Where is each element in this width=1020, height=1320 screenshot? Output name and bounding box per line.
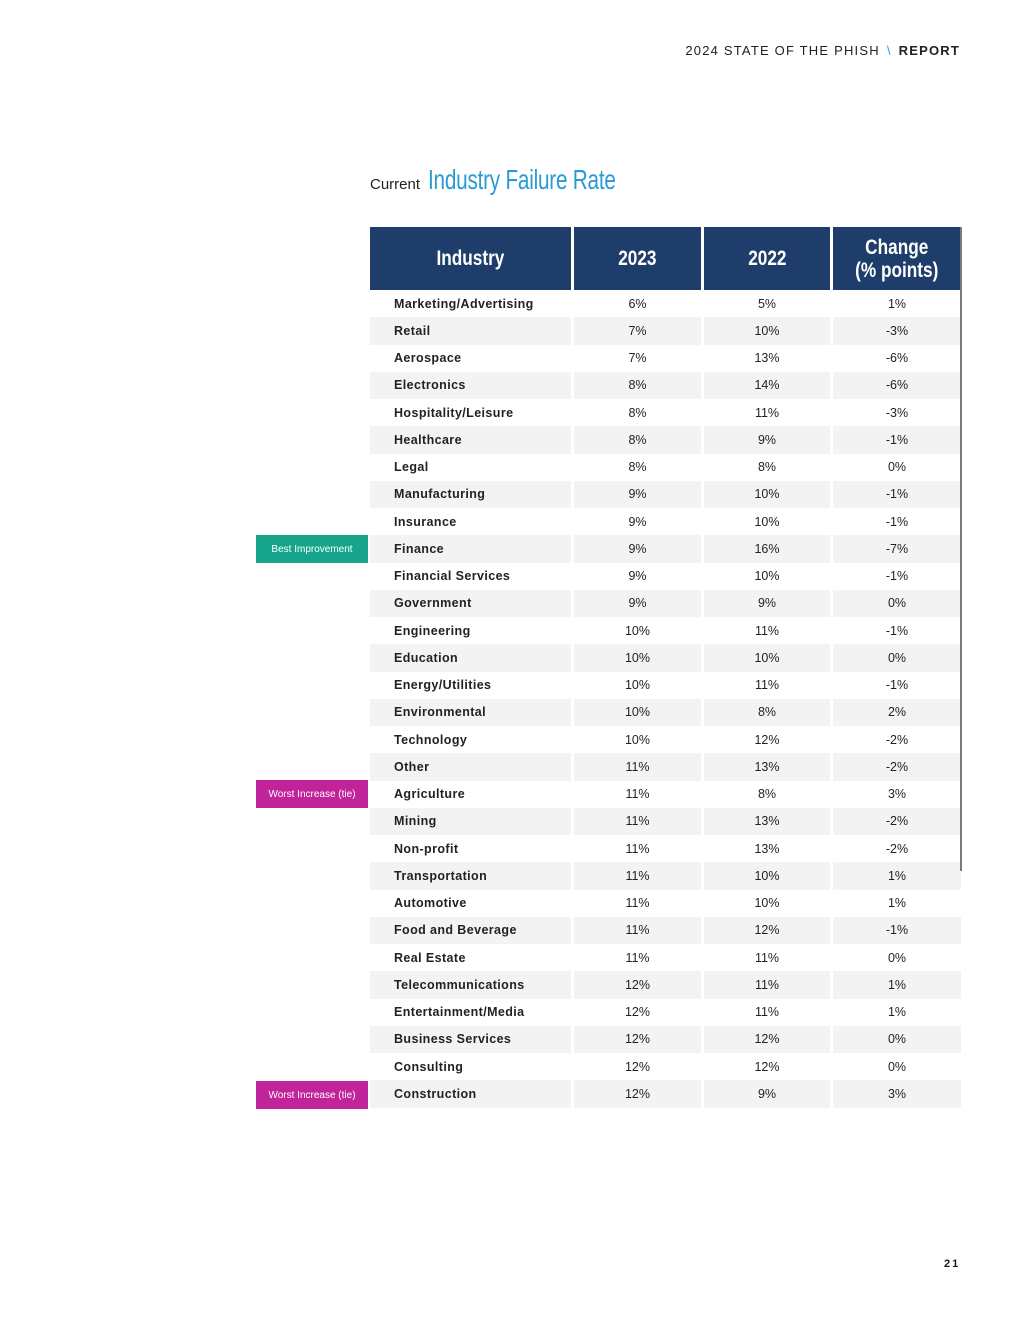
rate-2023-cell: 11%: [625, 841, 650, 856]
industry-cell: Retail: [370, 317, 571, 344]
table-divider: [960, 227, 962, 871]
column-header-2022: 2022: [704, 227, 830, 290]
rate-2022-cell: 9%: [704, 590, 830, 617]
industry-cell: Education: [370, 644, 571, 671]
industry-cell: Insurance: [394, 514, 457, 529]
table-row: [370, 426, 961, 453]
industry-cell: Food and Beverage: [370, 917, 571, 944]
industry-cell: Telecommunications: [370, 971, 571, 998]
table-row: [370, 971, 961, 998]
best-improvement-tag: Best Improvement: [256, 535, 368, 563]
table-row: [370, 753, 961, 780]
rate-2023-cell: 7%: [628, 351, 647, 366]
change-cell: 0%: [833, 590, 961, 617]
industry-cell: Electronics: [370, 372, 571, 399]
change-cell: 0%: [833, 644, 961, 671]
change-cell: 1%: [833, 862, 961, 889]
rate-2023-cell: 8%: [628, 405, 647, 420]
title-prefix: Current: [370, 176, 421, 193]
header-separator: \: [886, 43, 892, 58]
change-cell: -1%: [885, 514, 909, 529]
change-cell: -1%: [833, 481, 961, 508]
table-row: [370, 699, 961, 726]
table-row: [370, 862, 961, 889]
table-row: [370, 481, 961, 508]
industry-cell: Non-profit: [394, 841, 459, 856]
change-cell: -1%: [885, 623, 909, 638]
rate-2022-cell: 13%: [754, 351, 780, 366]
table-row: [370, 535, 961, 562]
rate-2022-cell: 8%: [757, 460, 777, 475]
column-header-2023: 2023: [574, 227, 701, 290]
table-row: [370, 835, 961, 862]
table-row: [370, 917, 961, 944]
table-row: [370, 317, 961, 344]
worst-increase-tag: Worst Increase (tie): [256, 780, 368, 808]
table-row: [370, 781, 961, 808]
industry-cell: Healthcare: [370, 426, 571, 453]
table-row: [370, 1026, 961, 1053]
rate-2022-cell: 11%: [754, 678, 780, 693]
rate-2022-cell: 12%: [704, 917, 830, 944]
table-row: [370, 808, 961, 835]
table-row: [370, 672, 961, 699]
change-cell: -1%: [885, 678, 909, 693]
rate-2022-cell: 10%: [754, 896, 780, 911]
table-row: [370, 399, 961, 426]
change-cell: -6%: [885, 351, 909, 366]
change-cell: -6%: [833, 372, 961, 399]
industry-cell: Transportation: [370, 862, 571, 889]
rate-2023-cell: 10%: [624, 623, 651, 638]
industry-cell: Environmental: [370, 699, 571, 726]
change-cell: -2%: [885, 732, 909, 747]
change-cell: 3%: [833, 1080, 961, 1107]
rate-2022-cell: 13%: [704, 753, 830, 780]
rate-2022-cell: 8%: [704, 699, 830, 726]
table-row: [370, 644, 961, 671]
change-cell: -1%: [885, 569, 909, 584]
rate-2023-cell: 10%: [574, 699, 701, 726]
rate-2022-cell: 11%: [754, 950, 780, 965]
industry-cell: Financial Services: [394, 569, 511, 584]
change-cell: -2%: [833, 808, 961, 835]
table-title: [370, 164, 682, 196]
change-cell: -2%: [833, 753, 961, 780]
change-cell: 0%: [887, 950, 907, 965]
change-cell: 0%: [887, 460, 907, 475]
change-cell: -1%: [833, 426, 961, 453]
industry-cell: Mining: [370, 808, 571, 835]
table-row: [370, 944, 961, 971]
page-number: 21: [944, 1258, 961, 1270]
industry-cell: Engineering: [394, 623, 471, 638]
industry-cell: Technology: [394, 732, 468, 747]
rate-2022-cell: 16%: [704, 535, 830, 562]
change-cell: 1%: [887, 1005, 907, 1020]
change-cell: -7%: [833, 535, 961, 562]
industry-cell: Marketing/Advertising: [394, 296, 534, 311]
rate-2023-cell: 9%: [628, 569, 647, 584]
rate-2022-cell: 13%: [754, 841, 780, 856]
change-cell: 1%: [833, 971, 961, 998]
industry-cell: Hospitality/Leisure: [394, 405, 514, 420]
industry-cell: Entertainment/Media: [394, 1005, 525, 1020]
change-cell: -3%: [885, 405, 909, 420]
rate-2023-cell: 8%: [574, 372, 701, 399]
table-row: [370, 890, 961, 917]
industry-cell: Agriculture: [394, 787, 466, 802]
rate-2023-cell: 11%: [625, 950, 650, 965]
rate-2022-cell: 14%: [704, 372, 830, 399]
change-cell: 1%: [887, 296, 907, 311]
rate-2023-cell: 12%: [574, 1026, 701, 1053]
industry-cell: Business Services: [370, 1026, 571, 1053]
rate-2023-cell: 6%: [628, 296, 647, 311]
rate-2022-cell: 5%: [757, 296, 777, 311]
table-row: [370, 290, 961, 317]
industry-cell: Aerospace: [394, 351, 462, 366]
rate-2022-cell: 12%: [754, 1059, 780, 1074]
rate-2023-cell: 12%: [574, 971, 701, 998]
report-header: [685, 43, 960, 58]
table-body: [370, 290, 961, 1108]
table-row: [370, 563, 961, 590]
table-row: [370, 454, 961, 481]
rate-2022-cell: 10%: [704, 644, 830, 671]
rate-2022-cell: 11%: [754, 405, 780, 420]
rate-2022-cell: 10%: [754, 514, 780, 529]
table-row: [370, 508, 961, 535]
rate-2022-cell: 10%: [704, 317, 830, 344]
industry-cell: Construction: [370, 1080, 571, 1107]
rate-2023-cell: 11%: [574, 753, 701, 780]
change-cell: 0%: [833, 1026, 961, 1053]
industry-cell: Automotive: [394, 896, 467, 911]
rate-2022-cell: 9%: [704, 426, 830, 453]
table-row: [370, 372, 961, 399]
industry-cell: Other: [370, 753, 571, 780]
rate-2023-cell: 11%: [574, 808, 701, 835]
rate-2022-cell: 12%: [704, 1026, 830, 1053]
change-cell: 1%: [887, 896, 907, 911]
rate-2023-cell: 9%: [574, 481, 701, 508]
rate-2023-cell: 8%: [628, 460, 647, 475]
rate-2022-cell: 11%: [754, 1005, 780, 1020]
rate-2022-cell: 13%: [704, 808, 830, 835]
rate-2023-cell: 10%: [624, 678, 651, 693]
rate-2023-cell: 9%: [574, 590, 701, 617]
rate-2023-cell: 7%: [574, 317, 701, 344]
report-label: REPORT: [898, 43, 960, 58]
rate-2022-cell: 10%: [754, 569, 780, 584]
rate-2023-cell: 9%: [574, 535, 701, 562]
table-row: [370, 1080, 961, 1107]
industry-cell: Energy/Utilities: [394, 678, 492, 693]
table-row: [370, 1053, 961, 1080]
industry-cell: Real Estate: [394, 950, 466, 965]
rate-2022-cell: 11%: [704, 971, 830, 998]
change-cell: -3%: [833, 317, 961, 344]
table-row: [370, 590, 961, 617]
change-cell: -2%: [885, 841, 909, 856]
rate-2022-cell: 10%: [704, 862, 830, 889]
rate-2023-cell: 10%: [624, 732, 651, 747]
rate-2022-cell: 8%: [757, 787, 777, 802]
industry-cell: Legal: [394, 460, 429, 475]
rate-2023-cell: 11%: [574, 917, 701, 944]
table-row: [370, 345, 961, 372]
rate-2023-cell: 9%: [628, 514, 647, 529]
column-header-change: Change (% points): [833, 227, 961, 290]
rate-2022-cell: 9%: [704, 1080, 830, 1107]
worst-increase-tag: Worst Increase (tie): [256, 1081, 368, 1109]
rate-2023-cell: 11%: [625, 896, 650, 911]
change-cell: -1%: [833, 917, 961, 944]
change-cell: 2%: [833, 699, 961, 726]
title-main: Industry Failure Rate: [428, 164, 617, 195]
rate-2023-cell: 10%: [574, 644, 701, 671]
table-header: [370, 227, 961, 290]
rate-2023-cell: 11%: [574, 862, 701, 889]
industry-cell: Government: [370, 590, 571, 617]
rate-2022-cell: 10%: [704, 481, 830, 508]
change-cell: 3%: [887, 787, 907, 802]
rate-2023-cell: 12%: [624, 1059, 651, 1074]
rate-2023-cell: 11%: [625, 787, 650, 802]
rate-2022-cell: 11%: [754, 623, 780, 638]
table-row: [370, 617, 961, 644]
rate-2023-cell: 12%: [574, 1080, 701, 1107]
rate-2022-cell: 12%: [754, 732, 780, 747]
report-name: 2024 STATE OF THE PHISH: [685, 43, 880, 58]
industry-cell: Consulting: [394, 1059, 464, 1074]
table-row: [370, 999, 961, 1026]
rate-2023-cell: 8%: [574, 426, 701, 453]
industry-cell: Finance: [370, 535, 571, 562]
table-row: [370, 726, 961, 753]
industry-cell: Manufacturing: [370, 481, 571, 508]
change-cell: 0%: [887, 1059, 907, 1074]
rate-2023-cell: 12%: [624, 1005, 651, 1020]
column-header-industry: Industry: [370, 227, 571, 290]
